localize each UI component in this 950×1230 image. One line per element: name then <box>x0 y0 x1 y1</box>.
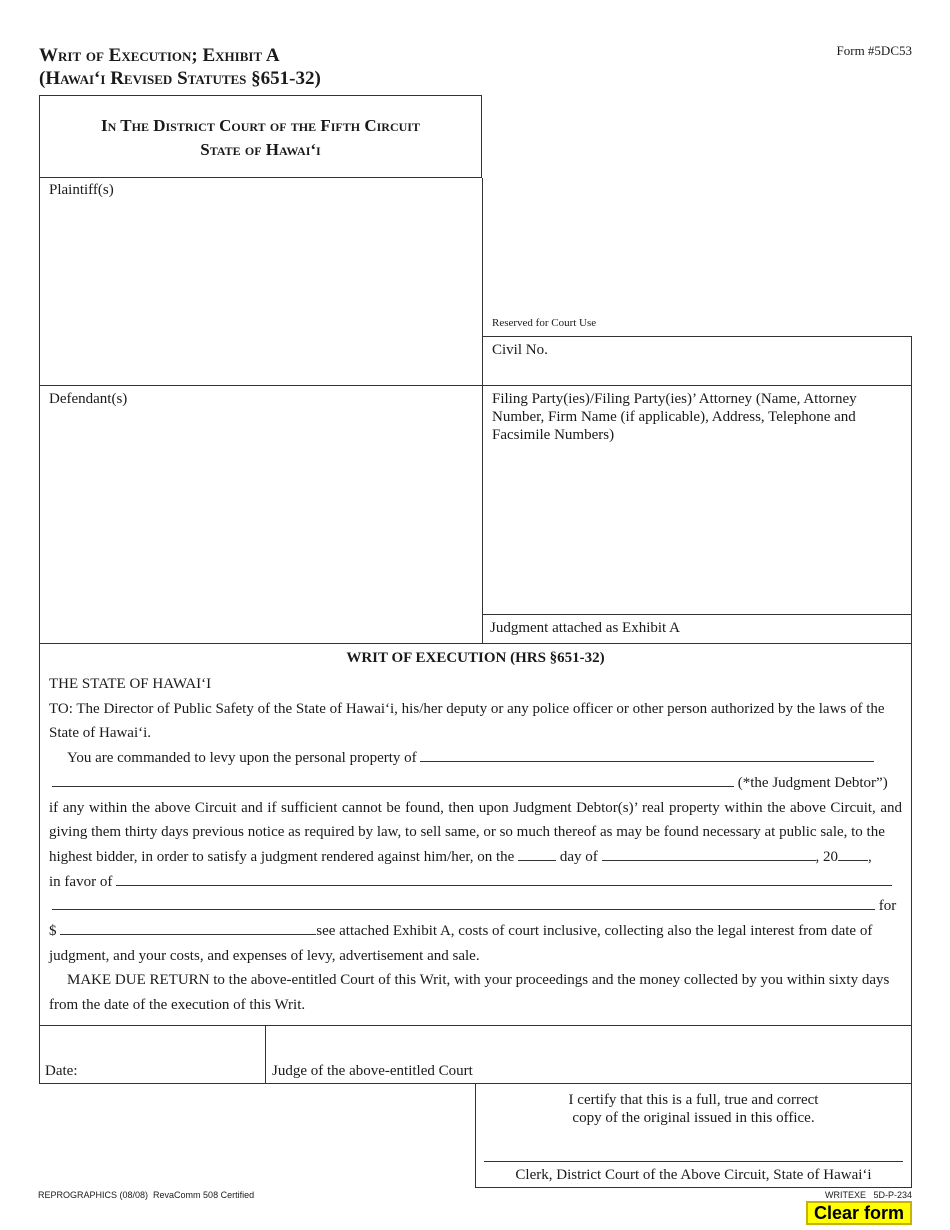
judgment-debtor-field[interactable] <box>52 771 734 787</box>
defendant-label: Defendant(s) <box>49 391 128 407</box>
personal-property-owner-field[interactable] <box>420 746 874 762</box>
favor-prefix: in favor of <box>49 873 113 890</box>
for-text: for <box>878 898 897 915</box>
exhibit-text: see attached Exhibit A, costs of court inclusive, collecting also the legal interest from date of <box>316 923 873 940</box>
day-field[interactable] <box>518 845 556 861</box>
favor-continued-line <box>49 894 902 919</box>
certify-line1: I certify that this is a full, true and correct <box>568 1092 819 1108</box>
command-prefix: You are commanded to levy upon the personal property of <box>67 750 417 767</box>
highest-bidder-line: highest bidder, in order to satisfy a judgment rendered against him/her, on the day of , 20 , <box>49 845 902 870</box>
favor-field-continued[interactable] <box>52 894 875 910</box>
year-field[interactable] <box>838 845 868 861</box>
court-name-line2: State of Hawai‘i <box>200 140 321 159</box>
judgment-debtor-line <box>49 771 902 796</box>
signature-row-box <box>39 1025 912 1084</box>
caption-right-border <box>911 336 912 644</box>
date-judge-divider <box>265 1025 266 1084</box>
revacomm-text: RevaComm 508 Certified <box>153 1190 255 1200</box>
reserved-court-use-label: Reserved for Court Use <box>492 317 597 329</box>
para-text: if any within the above Circuit and if sufficient cannot be found, then upon Judgment Debtor(s)’ real property within the above Circuit, and giving them thirty days previous notice as required by law, to sell same, or so much thereof as may be found necessary at public sale, to the <box>49 799 902 841</box>
caption-middle-border <box>482 178 483 644</box>
dollar-sign: $ <box>49 923 57 940</box>
favor-field[interactable] <box>116 870 892 886</box>
to-line: TO: The Director of Public Safety of the State of Hawai‘i, his/her deputy or any police officer or other person authorized by the laws of the State of Hawai‘i. <box>49 700 885 742</box>
highest-bidder-prefix: highest bidder, in order to satisfy a judgment rendered against him/her, on the <box>49 848 515 865</box>
year-prefix: , 20 <box>815 848 839 865</box>
caption-left-border <box>39 178 40 644</box>
certify-line2: copy of the original issued in this office. <box>572 1110 815 1126</box>
return-text: MAKE DUE RETURN to the above-entitled Court of this Writ, with your proceedings and the money collected by you within sixty days from the date of the execution of this Writ. <box>49 972 890 1014</box>
day-of-text: day of <box>559 848 598 865</box>
plaintiff-label: Plaintiff(s) <box>49 182 114 198</box>
repro-text: REPROGRAPHICS (08/08) <box>38 1190 149 1200</box>
civil-no-label: Civil No. <box>492 342 548 358</box>
certify-text <box>475 1091 912 1127</box>
amount-field[interactable] <box>60 919 316 935</box>
footer-left <box>38 1190 254 1200</box>
month-field[interactable] <box>602 845 816 861</box>
judgment-attached-label: Judgment attached as Exhibit A <box>490 620 680 636</box>
form-title <box>39 44 321 90</box>
judgment-attached-line <box>482 614 912 615</box>
form-title-line1: Writ of Execution; Exhibit A <box>39 45 280 66</box>
clerk-label: Clerk, District Court of the Above Circuit, State of Hawai‘i <box>515 1167 872 1183</box>
date-label: Date: <box>45 1063 78 1079</box>
filing-party-label: Filing Party(ies)/Filing Party(ies)’ Attorney (Name, Attorney Number, Firm Name (if applicable), Address, Telephone and Facsimile Numbers) <box>492 391 857 443</box>
amount-line <box>49 919 902 944</box>
command-line <box>49 746 902 771</box>
state-line: THE STATE OF HAWAI‘I <box>49 676 212 692</box>
costs-line: judgment, and your costs, and expenses of levy, advertisement and sale. <box>49 947 480 964</box>
plaintiff-defendant-divider <box>39 385 912 386</box>
form-title-line2: (Hawai‘i Revised Statutes §651-32) <box>39 68 321 89</box>
judge-label: Judge of the above-entitled Court <box>272 1063 473 1079</box>
clear-form-button[interactable]: Clear form <box>806 1201 912 1225</box>
court-name <box>40 114 481 162</box>
judgment-debtor-suffix: (*the Judgment Debtor”) <box>737 774 888 791</box>
court-name-line1: In The District Court of the Fifth Circuit <box>101 116 420 135</box>
civil-no-top-line <box>482 336 912 337</box>
writ-body <box>49 672 902 1018</box>
clerk-signature-line[interactable] <box>484 1161 903 1162</box>
form-number: Form #5DC53 <box>836 43 912 58</box>
writ-heading: WRIT OF EXECUTION (HRS §651-32) <box>346 650 605 666</box>
form-code: WRITEXE 5D-P-234 <box>824 1190 912 1200</box>
favor-line <box>49 870 902 895</box>
